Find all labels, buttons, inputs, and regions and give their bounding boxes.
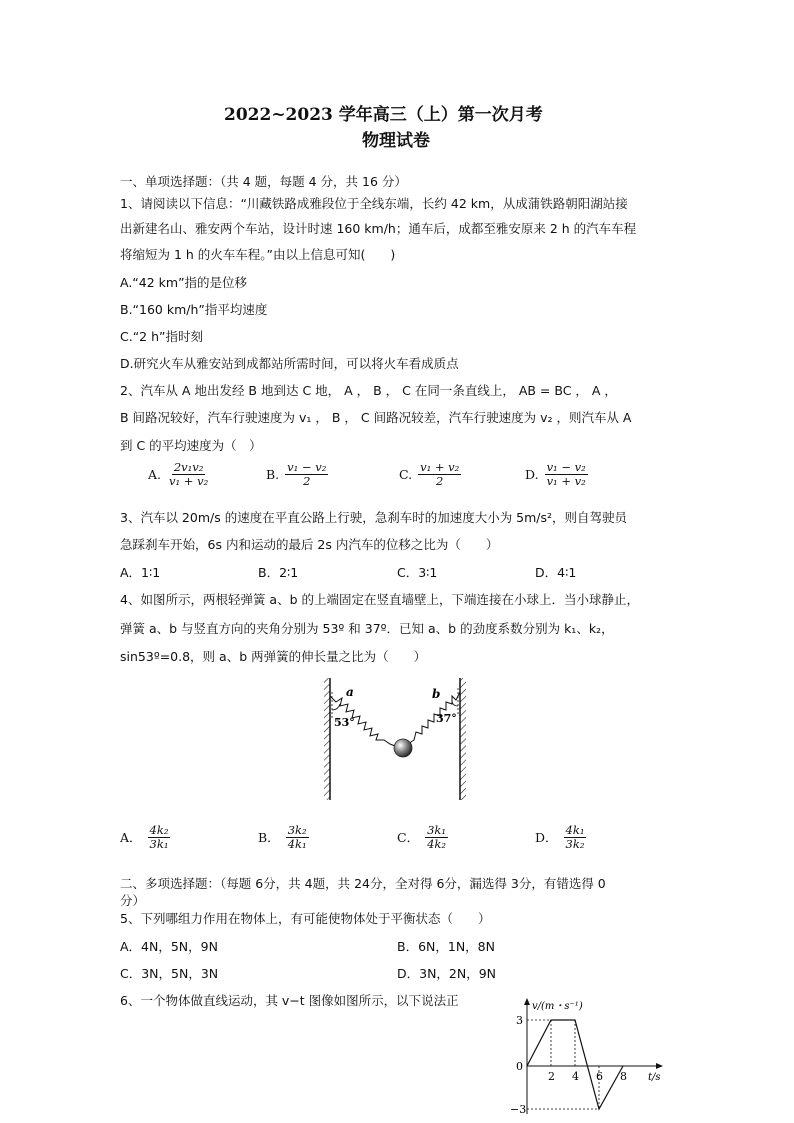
denominator: 2 — [436, 474, 444, 488]
y-tick: 0 — [516, 1060, 523, 1073]
answer-option: C．3∶1 — [397, 565, 438, 580]
section-heading: 二、多项选择题：（每题 6分，共 4题，共 24分，全对得 6分，漏选得 3分，有错选得 0 — [120, 876, 606, 891]
option-label: C． — [397, 830, 420, 845]
x-axis-label: t/s — [648, 1072, 661, 1083]
left-wall — [324, 678, 330, 800]
denominator: v₁ + v₂ — [546, 474, 586, 488]
answer-option: B.“160 km/h”指平均速度 — [120, 302, 268, 317]
fraction — [285, 461, 328, 488]
answer-option — [397, 824, 448, 851]
option-label: B. — [266, 467, 280, 482]
x-tick: 4 — [572, 1070, 579, 1083]
numerator: v₁ − v₂ — [546, 460, 586, 474]
right-wall — [460, 678, 466, 800]
option-label: D. — [525, 467, 539, 482]
option-label: A． — [120, 830, 142, 845]
fraction — [167, 461, 210, 488]
question-text: 6、一个物体做直线运动，其 v−t 图像如图所示，以下说法正 — [120, 993, 459, 1008]
question-text: 急踩刹车开始，6s 内和运动的最后 2s 内汽车的位移之比为（ ） — [120, 537, 499, 552]
question-text: 1、请阅读以下信息：“川藏铁路成雅段位于全线东端，长约 42 km，从成蒲铁路朝阳湖站接 — [120, 196, 628, 211]
answer-option — [525, 461, 588, 488]
question-text: 3、汽车以 20m/s 的速度在平直公路上行驶，急刹车时的加速度大小为 5m/s²，则自驾驶员 — [120, 510, 628, 525]
fraction — [286, 824, 309, 851]
question-text: 5、下列哪组力作用在物体上，有可能使物体处于平衡状态（ ） — [120, 911, 491, 926]
question-text: 出新建名山、雅安两个车站，设计时速 160 km/h；通车后，成都至雅安原来 2 h 的汽车车程 — [120, 221, 637, 236]
answer-option — [148, 461, 210, 488]
answer-option — [266, 461, 328, 488]
numerator: 2v₁v₂ — [173, 460, 204, 474]
denominator: 2 — [303, 474, 311, 488]
question-text: 4、如图所示，两根轻弹簧 a、b 的上端固定在竖直墙壁上，下端连接在小球上．当小球静止， — [120, 592, 639, 607]
ball — [394, 739, 412, 757]
answer-option: B．2∶1 — [258, 565, 299, 580]
option-label: A. — [148, 467, 162, 482]
question-text: 2、汽车从 A 地出发经 B 地到达 C 地， A ， B ， C 在同一条直线上， AB = BC ， A ， — [120, 383, 617, 398]
question-text: 到 C 的平均速度为（ ） — [120, 438, 262, 453]
numerator: 3k₂ — [287, 823, 307, 837]
angle-a-label: 53° — [334, 716, 355, 729]
fraction — [545, 461, 588, 488]
answer-option — [120, 824, 170, 851]
y-axis-label: v/(m・s⁻¹) — [532, 1001, 583, 1012]
answer-option: A．4N，5N，9N — [120, 939, 218, 954]
answer-option: C.“2 h”指时刻 — [120, 329, 204, 344]
denominator: 4k₂ — [427, 837, 446, 851]
numerator: 4k₂ — [149, 823, 169, 837]
section-heading-cont: 分） — [120, 893, 146, 908]
x-tick: 8 — [620, 1070, 627, 1083]
x-tick: 2 — [548, 1070, 555, 1083]
denominator: 3k₁ — [149, 837, 169, 851]
angle-b-label: 37° — [436, 712, 457, 725]
fraction — [148, 824, 171, 851]
option-label: C. — [399, 467, 413, 482]
y-tick: 3 — [516, 1014, 523, 1027]
fraction — [564, 824, 587, 851]
answer-option: B．6N，1N，8N — [397, 939, 495, 954]
answer-option — [258, 824, 309, 851]
fraction — [425, 824, 448, 851]
y-tick: −3 — [510, 1103, 527, 1116]
option-label: D． — [535, 830, 558, 845]
numerator: 3k₁ — [427, 823, 446, 837]
numerator: v₁ + v₂ — [420, 460, 460, 474]
denominator: 4k₁ — [287, 837, 307, 851]
answer-option: D．4∶1 — [535, 565, 577, 580]
fraction — [418, 461, 461, 488]
spring-a-label: a — [346, 685, 354, 699]
spring-b-label: b — [432, 687, 441, 701]
numerator: v₁ − v₂ — [287, 460, 327, 474]
question-text: B 间路况较好，汽车行驶速度为 v₁ ， B ， C 间路况较差，汽车行驶速度为 v₂ ，则汽车从 A — [120, 410, 632, 425]
answer-option: A.“42 km”指的是位移 — [120, 275, 248, 290]
vt-graph — [508, 996, 668, 1118]
answer-option — [399, 461, 461, 488]
answer-option: D.研究火车从雅安站到成都站所需时间，可以将火车看成质点 — [120, 356, 459, 371]
section-heading: 一、单项选择题：（共 4 题，每题 4 分，共 16 分） — [120, 174, 407, 189]
answer-option: D．3N，2N，9N — [397, 966, 497, 981]
answer-option: A．1∶1 — [120, 565, 161, 580]
numerator: 4k₁ — [565, 823, 585, 837]
question-text: sin53º=0.8，则 a、b 两弹簧的伸长量之比为（ ） — [120, 649, 427, 664]
option-label: B． — [258, 830, 280, 845]
answer-option: C．3N，5N，3N — [120, 966, 219, 981]
denominator: v₁ + v₂ — [169, 474, 209, 488]
exam-title: 2022~2023 学年高三（上）第一次月考 — [224, 105, 543, 125]
spring-ball-figure — [318, 674, 478, 804]
denominator: 3k₂ — [565, 837, 585, 851]
x-tick: 6 — [596, 1070, 603, 1083]
question-text: 将缩短为 1 h 的火车车程。”由以上信息可知( ) — [120, 247, 396, 262]
exam-subtitle: 物理试卷 — [362, 131, 430, 151]
question-text: 弹簧 a、b 与竖直方向的夹角分别为 53º 和 37º．已知 a、b 的劲度系数分别为 k₁、k₂， — [120, 621, 614, 636]
answer-option — [535, 824, 586, 851]
